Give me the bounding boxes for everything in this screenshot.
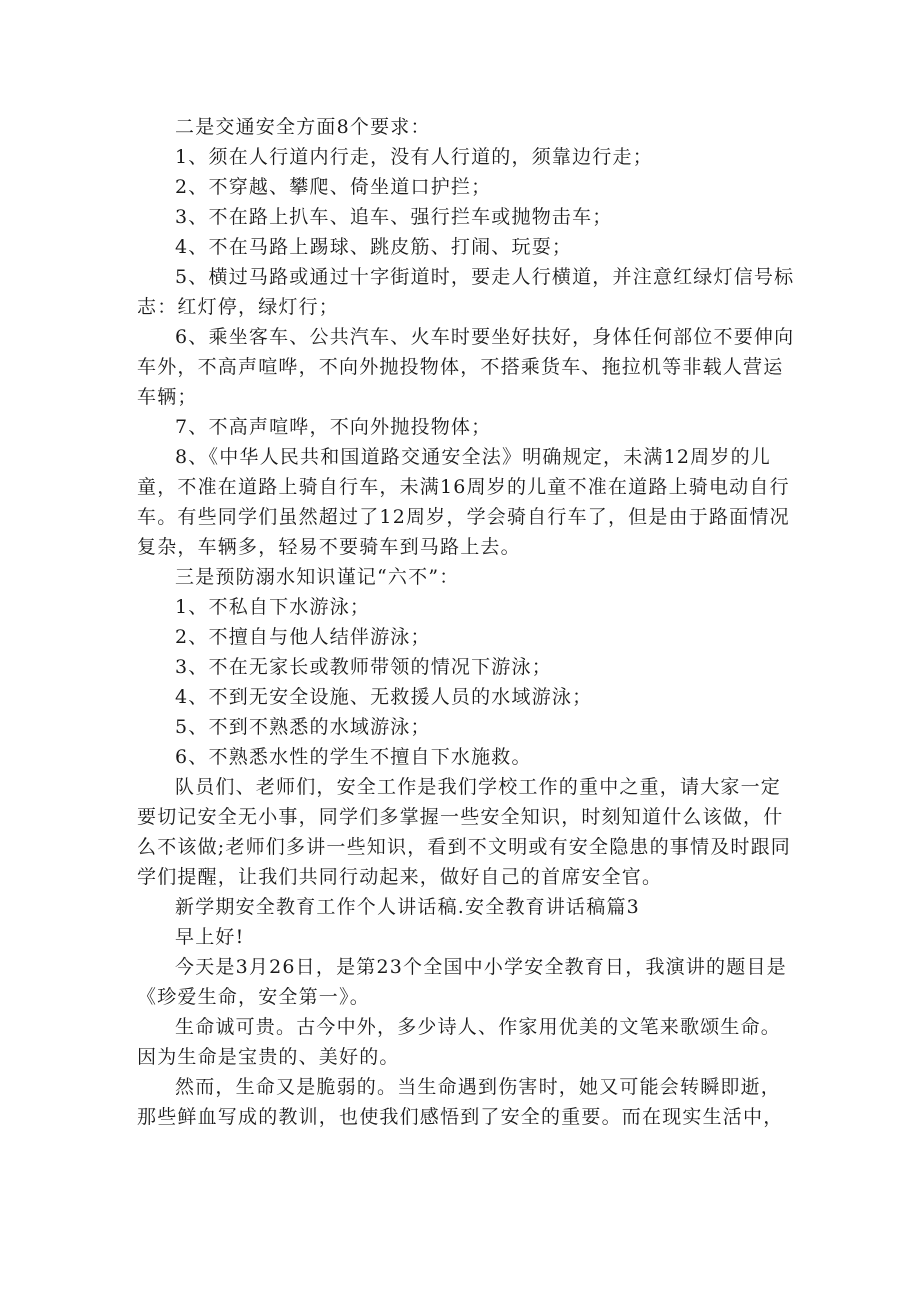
closing-paragraph: 队员们、老师们，安全工作是我们学校工作的重中之重，请大家一定要切记安全无小事，同学们多掌握一些安全知识，时刻知道什么该做，什么不该做;老师们多讲一些知识，看到不文明或有安全隐患的事情及时跟同学们提醒，让我们共同行动起来，做好自己的首席安全官。	[137, 776, 792, 888]
drowning-rule-2: 2、不擅自与他人结伴游泳；	[175, 626, 431, 648]
speech-paragraph-fragile: 然而，生命又是脆弱的。当生命遇到伤害时，她又可能会转瞬即逝，那些鲜血写成的教训，也使我们感悟到了安全的重要。而在现实生活中，	[137, 1076, 784, 1128]
traffic-rule-8: 8、《中华人民共和国道路交通安全法》明确规定，未满12周岁的儿童，不准在道路上骑自行车，未满16周岁的儿童不准在道路上骑电动自行车。有些同学们虽然超过了12周岁，学会骑自行车了，但是由于路面情况复杂，车辆多，轻易不要骑车到马路上去。	[137, 446, 790, 558]
drowning-rule-4: 4、不到无安全设施、无救援人员的水域游泳；	[175, 686, 593, 708]
traffic-rule-2: 2、不穿越、攀爬、倚坐道口护拦；	[175, 176, 492, 198]
traffic-rule-7: 7、不高声喧哗，不向外抛投物体；	[175, 416, 492, 438]
document-body	[137, 112, 799, 1132]
speech-intro: 今天是3月26日，是第23个全国中小学安全教育日，我演讲的题目是《珍爱生命，安全第一》。	[137, 956, 787, 1008]
greeting: 早上好!	[175, 926, 245, 948]
traffic-rule-5: 5、横过马路或通过十字街道时，要走人行横道，并注意红绿灯信号标志：红灯停，绿灯行；	[137, 266, 795, 318]
drowning-rule-6: 6、不熟悉水性的学生不擅自下水施救。	[175, 746, 532, 768]
traffic-rule-4: 4、不在马路上踢球、跳皮筋、打闹、玩耍；	[175, 236, 573, 258]
drowning-rule-5: 5、不到不熟悉的水域游泳；	[175, 716, 431, 738]
traffic-safety-heading: 二是交通安全方面8个要求：	[175, 116, 431, 138]
traffic-rule-6: 6、乘坐客车、公共汽车、火车时要坐好扶好，身体任何部位不要伸向车外，不高声喧哗，不向外抛投物体，不搭乘货车、拖拉机等非载人营运车辆；	[137, 326, 795, 408]
traffic-rule-1: 1、须在人行道内行走，没有人行道的，须靠边行走；	[175, 146, 653, 168]
speech-paragraph-life: 生命诚可贵。古今中外，多少诗人、作家用优美的文笔来歌颂生命。因为生命是宝贵的、美好的。	[137, 1016, 782, 1068]
drowning-heading: 三是预防溺水知识谨记“六不”：	[175, 566, 460, 588]
traffic-rule-3: 3、不在路上扒车、追车、强行拦车或抛物击车；	[175, 206, 613, 228]
drowning-rule-1: 1、不私自下水游泳；	[175, 596, 371, 618]
drowning-rule-3: 3、不在无家长或教师带领的情况下游泳；	[175, 656, 552, 678]
section-title: 新学期安全教育工作个人讲话稿.安全教育讲话稿篇3	[175, 896, 640, 918]
